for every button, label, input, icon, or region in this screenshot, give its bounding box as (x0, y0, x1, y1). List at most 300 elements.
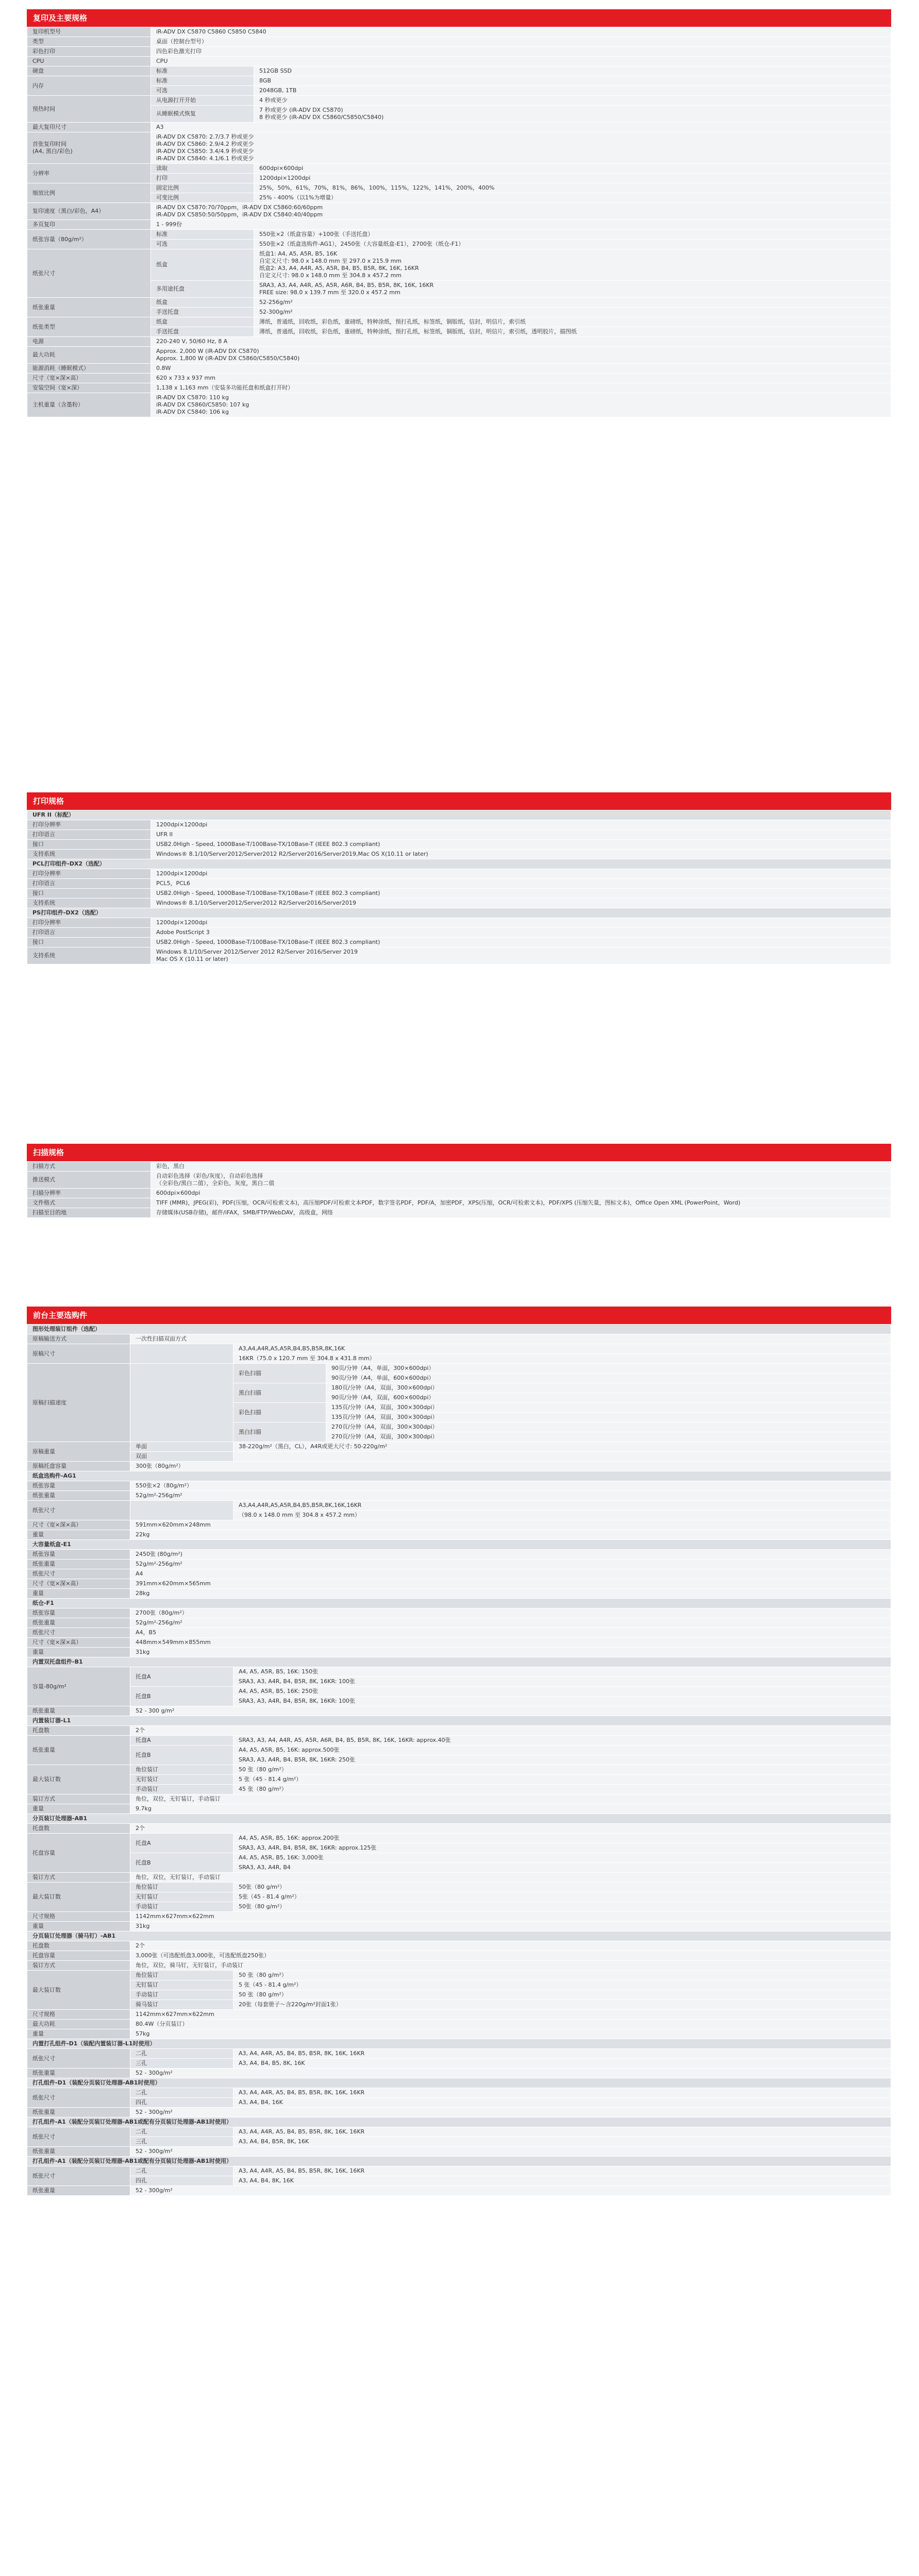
row-label: 最大装订数 (27, 1971, 130, 2010)
row-value: 2个 (130, 1726, 891, 1736)
table-row (27, 1971, 891, 1980)
row-label: CPU (27, 57, 151, 66)
subgroup-title: 纸仓-F1 (27, 1599, 891, 1608)
row-label: 接口 (27, 889, 151, 899)
row-sublabel: 托盘B (130, 1687, 233, 1706)
table-row (27, 918, 891, 928)
row-label: 原稿扫描速度 (27, 1364, 130, 1442)
subgroup-title: PS打印组件-DX2（选配） (27, 908, 891, 918)
row-label: 支持系统 (27, 947, 151, 964)
table-row (27, 2020, 891, 2029)
row-label: 最大装订数 (27, 1765, 130, 1794)
table-row (27, 1364, 891, 1374)
table-row (27, 820, 891, 830)
table-row (27, 1208, 891, 1218)
subgroup-row (27, 810, 891, 820)
table-row (27, 1589, 891, 1599)
row-label: 重量 (27, 1589, 130, 1599)
row-label: 纸张容量（80g/m²） (27, 230, 151, 249)
table-row (27, 2186, 891, 2196)
table-row (27, 2088, 891, 2098)
row-value: iR-ADV DX C5870: 2.7/3.7 秒或更少 iR-ADV DX C5860: 2.9/4.2 秒或更少 iR-ADV DX C5850: 3.4/4.9 秒或更少 iR-ADV DX C5840: 4.1/6.1 秒或更少 (151, 132, 891, 164)
row-value: A4, A5, A5R, B5, 16K: approx.500张 (233, 1745, 891, 1755)
row-label: 彩色打印 (27, 47, 151, 57)
row-value: A4, A5, A5R, B5, 16K: 250张 (233, 1687, 891, 1697)
section-header: 打印规格 (27, 792, 891, 810)
table-row (27, 2000, 891, 2010)
row-label: 重量 (27, 1530, 130, 1540)
row-label: 文件格式 (27, 1198, 151, 1208)
section-header: 复印及主要规格 (27, 9, 891, 27)
row-sublabel: 托盘A (130, 1834, 233, 1853)
row-label: 装订方式 (27, 1961, 130, 1971)
row-value: A3 (151, 123, 891, 132)
row-label: 纸张重量 (27, 2108, 130, 2117)
table-row (27, 164, 891, 174)
table-row (27, 27, 891, 37)
row-label: 纸张重量 (27, 1491, 130, 1501)
row-sublabel: 二孔 (130, 2166, 233, 2176)
table-row (27, 1765, 891, 1775)
row-value: 448mm×549mm×855mm (130, 1638, 891, 1648)
table-row (27, 1520, 891, 1530)
row-label: 纸张尺寸 (27, 2127, 130, 2147)
row-value: iR-ADV DX C5870 C5860 C5850 C5840 (151, 27, 891, 37)
row-sublabel: 双面 (130, 1452, 233, 1462)
row-value: 52-300g/m² (254, 308, 891, 317)
row-value: 4 秒或更少 (254, 96, 891, 106)
row-label: 装订方式 (27, 1873, 130, 1883)
row-value: 1142mm×627mm×622mm (130, 1912, 891, 1922)
row-sublabel: 二孔 (130, 2049, 233, 2059)
row-value: A3, A4, B4, B5, 8K, 16K (233, 2059, 891, 2069)
table-row (27, 1892, 891, 1902)
row-value: A3,A4,A4R,A5,A5R,B4,B5,B5R,8K,16K,16KR (233, 1501, 891, 1511)
row-value: 50张（80 g/m²） (233, 1902, 891, 1912)
table-row (27, 57, 891, 66)
row-label: 纸张重量 (27, 1706, 130, 1716)
scan-mode-label: 黑白扫描 (233, 1422, 326, 1442)
row-value: 2048GB, 1TB (254, 86, 891, 96)
table-row (27, 1736, 891, 1745)
row-label: 纸张容量 (27, 1608, 130, 1618)
row-value: 52-256g/m² (254, 298, 891, 308)
row-value: USB2.0High - Speed, 1000Base-T/100Base-TX/10Base-T (IEEE 802.3 compliant) (151, 938, 891, 947)
row-value: 31kg (130, 1648, 891, 1657)
row-label: 纸张尺寸 (27, 2088, 130, 2108)
row-value: A3, A4, B4, 16K (233, 2098, 891, 2108)
row-value: SRA3, A3, A4R, B4, B5R, 8K, 16KR: 100张 (233, 1697, 891, 1706)
table-row (27, 869, 891, 879)
table-row (27, 2029, 891, 2039)
table-row (27, 938, 891, 947)
subgroup-title: 打孔组件-D1（装配分页装订处理器-AB1时使用） (27, 2078, 891, 2088)
row-label: 尺寸（宽×深×高） (27, 374, 151, 383)
table-row (27, 96, 891, 106)
row-value: iR-ADV DX C5870: 110 kg iR-ADV DX C5860/C5850: 107 kg iR-ADV DX C5840: 106 kg (151, 393, 891, 417)
table-row (27, 1344, 891, 1354)
row-sublabel: 可选 (151, 86, 254, 96)
subgroup-title: 大容量纸盒-E1 (27, 1540, 891, 1550)
table-row (27, 1804, 891, 1814)
spec-table (27, 1324, 891, 2196)
subgroup-row (27, 2117, 891, 2127)
row-sublabel (130, 1344, 233, 1364)
table-row (27, 298, 891, 308)
row-value: 5 张（45 - 81.4 g/m²） (233, 1775, 891, 1785)
table-row (27, 1883, 891, 1892)
table-row (27, 2059, 891, 2069)
table-row (27, 123, 891, 132)
subgroup-title: 打孔组件-A1（装配分页装订处理器-AB1或配有分页装订处理器-AB1时使用） (27, 2157, 891, 2166)
row-sublabel: 标准 (151, 66, 254, 76)
table-row (27, 1873, 891, 1883)
row-sublabel: 可变比例 (151, 193, 254, 203)
row-value: 220-240 V, 50/60 Hz, 8 A (151, 337, 891, 347)
row-value: A4 (130, 1569, 891, 1579)
row-label: 容量-80g/m² (27, 1667, 130, 1706)
row-value: 2700张（80g/m²） (130, 1608, 891, 1618)
scan-mode-label: 黑白扫描 (233, 1383, 326, 1403)
row-value: A3,A4,A4R,A5,A5R,B4,B5,B5R,8K,16K (233, 1344, 891, 1354)
row-value: 1200dpi×1200dpi (254, 174, 891, 183)
row-label: 纸张尺寸 (27, 2166, 130, 2186)
row-value: A4, A5, A5R, B5, 16K: approx.200张 (233, 1834, 891, 1843)
table-row (27, 374, 891, 383)
row-label: 分辨率 (27, 164, 151, 183)
row-label: 类型 (27, 37, 151, 47)
row-sublabel: 标准 (151, 76, 254, 86)
row-label: 预热时间 (27, 96, 151, 123)
row-value: SRA3, A3, A4R, B4, B5R, 8K, 16KR: 100张 (233, 1677, 891, 1687)
row-value: 22kg (130, 1530, 891, 1540)
row-value: 一次性扫描双面方式 (130, 1334, 891, 1344)
row-value: UFR II (151, 830, 891, 840)
row-sublabel: 二孔 (130, 2088, 233, 2098)
table-row (27, 2176, 891, 2186)
row-value: CPU (151, 57, 891, 66)
table-row (27, 76, 891, 86)
row-sublabel: 四孔 (130, 2098, 233, 2108)
row-label: 最大功耗 (27, 2020, 130, 2029)
row-sublabel: 托盘B (130, 1853, 233, 1873)
table-row (27, 383, 891, 393)
row-value: USB2.0High - Speed, 1000Base-T/100Base-TX/10Base-T (IEEE 802.3 compliant) (151, 889, 891, 899)
row-value: 31kg (130, 1922, 891, 1931)
row-sublabel: 四孔 (130, 2176, 233, 2186)
row-value: A3, A4, B4, B5R, 8K, 16K (233, 2137, 891, 2147)
row-value: 存储媒体(USB存储)，邮件/iFAX，SMB/FTP/WebDAV，高级盒，网络 (151, 1208, 891, 1218)
row-value: 5张（45 - 81.4 g/m²） (233, 1892, 891, 1902)
row-label: 托盘数 (27, 1824, 130, 1834)
table-row (27, 1162, 891, 1172)
table-row (27, 47, 891, 57)
table-row (27, 174, 891, 183)
row-sublabel: 角位装订 (130, 1765, 233, 1775)
section-header: 扫描规格 (27, 1144, 891, 1161)
subgroup-title: 内置装订器-L1 (27, 1716, 891, 1726)
row-value: 52g/m²-256g/m² (130, 1491, 891, 1501)
table-row (27, 840, 891, 850)
row-value: 1200dpi×1200dpi (151, 918, 891, 928)
row-value: 四色彩色激光打印 (151, 47, 891, 57)
subgroup-row (27, 1325, 891, 1334)
row-label: 多页复印 (27, 220, 151, 230)
table-row (27, 249, 891, 281)
row-sublabel: 角位装订 (130, 1971, 233, 1980)
scan-mode-label: 彩色扫描 (233, 1403, 326, 1422)
row-value: 25% - 400%（以1%为增量） (254, 193, 891, 203)
scan-speed-value: 270页/分钟（A4，双面，300×300dpi） (326, 1432, 891, 1442)
table-row (27, 1560, 891, 1569)
row-sublabel: 固定比例 (151, 183, 254, 193)
table-row (27, 2098, 891, 2108)
row-value: 自动彩色选择（彩色/灰度），自动彩色选择 （全彩色/黑白二值），全彩色，灰度，黑白二值 (151, 1172, 891, 1189)
row-value: 9.7kg (130, 1804, 891, 1814)
row-label: 打印语言 (27, 879, 151, 889)
row-sublabel: 无钉装订 (130, 1980, 233, 1990)
row-value: A4, A5, A5R, B5, 16K: 150张 (233, 1667, 891, 1677)
table-row (27, 1687, 891, 1697)
table-row (27, 86, 891, 96)
subgroup-row (27, 2078, 891, 2088)
row-label: 原稿重量 (27, 1442, 130, 1462)
table-row (27, 1853, 891, 1863)
row-label: 重量 (27, 1922, 130, 1931)
row-sublabel: 打印 (151, 174, 254, 183)
row-label: 纸张重量 (27, 2069, 130, 2078)
row-value: 591mm×620mm×248mm (130, 1520, 891, 1530)
row-label: 托盘容量 (27, 1951, 130, 1961)
table-row (27, 2108, 891, 2117)
row-label: 推送模式 (27, 1172, 151, 1189)
scan-speed-value: 135页/分钟（A4，双面，300×300dpi） (326, 1403, 891, 1413)
row-label: 最大功耗 (27, 347, 151, 364)
row-value: iR-ADV DX C5870:70/70ppm，iR-ADV DX C5860:60/60ppm iR-ADV DX C5850:50/50ppm，iR-ADV DX C5840:40/40ppm (151, 203, 891, 220)
table-row (27, 1189, 891, 1198)
row-sublabel: 托盘B (130, 1745, 233, 1765)
row-value: USB2.0High - Speed, 1000Base-T/100Base-TX/10Base-T (IEEE 802.3 compliant) (151, 840, 891, 850)
table-row (27, 308, 891, 317)
subgroup-row (27, 908, 891, 918)
row-value: A4, A5, A5R, B5, 16K: 3,000张 (233, 1853, 891, 1863)
scan-speed-value: 180页/分钟（A4，双面，300×600dpi） (326, 1383, 891, 1393)
row-label: 尺寸（宽×深×高） (27, 1520, 130, 1530)
scan-speed-value: 90页/分钟（A4，单面，600×600dpi） (326, 1374, 891, 1383)
table-row (27, 337, 891, 347)
table-row (27, 899, 891, 908)
subgroup-title: 分页装订处理器（骑马钉）-AB1 (27, 1931, 891, 1941)
subgroup-row (27, 1716, 891, 1726)
row-label: 托盘容量 (27, 1834, 130, 1873)
row-value: 391mm×620mm×565mm (130, 1579, 891, 1589)
row-value: 28kg (130, 1589, 891, 1599)
table-row (27, 1961, 891, 1971)
row-value: 0.8W (151, 364, 891, 374)
row-label: 原稿尺寸 (27, 1344, 130, 1364)
subgroup-row (27, 1471, 891, 1481)
row-label: 最大复印尺寸 (27, 123, 151, 132)
row-label: 纸张尺寸 (27, 2049, 130, 2069)
row-sublabel: 手送托盘 (151, 327, 254, 337)
table-row (27, 66, 891, 76)
row-value: 2个 (130, 1941, 891, 1951)
row-sublabel: 单面 (130, 1442, 233, 1452)
row-value: 57kg (130, 2029, 891, 2039)
row-value: 7 秒或更少 (iR-ADV DX C5870) 8 秒或更少 (iR-ADV DX C5860/C5850/C5840) (254, 106, 891, 123)
table-row (27, 1726, 891, 1736)
row-value: Windows® 8.1/10/Server2012/Server2012 R2/Server2016/Server2019,Mac OS X(10.11 or later) (151, 850, 891, 859)
scan-speed-value: 270页/分钟（A4，双面，300×300dpi） (326, 1422, 891, 1432)
table-row (27, 879, 891, 889)
row-value: TIFF (MMR)，JPEG(彩)，PDF(压缩，OCR/可检索文本)，高压缩PDF/可检索文本PDF，数字签名PDF，PDF/A，加密PDF，XPS(压缩，OCR/可检索文本)，PDF/XPS (压缩矢量，图标文本)，Office Open XML (PowerPoint，Word) (151, 1198, 891, 1208)
row-label: 打印分辨率 (27, 918, 151, 928)
table-row (27, 1608, 891, 1618)
section-options (27, 1307, 891, 2196)
subgroup-title: UFR II（标配） (27, 810, 891, 820)
row-label: 纸张重量 (27, 2147, 130, 2157)
row-sublabel: 标准 (151, 230, 254, 240)
table-row (27, 1638, 891, 1648)
row-value: Adobe PostScript 3 (151, 928, 891, 938)
scan-speed-value: 135页/分钟（A4，双面，300×300dpi） (326, 1413, 891, 1422)
section-copy-specs (27, 9, 891, 417)
row-label: 打印分辨率 (27, 820, 151, 830)
row-label: 纸张容量 (27, 1550, 130, 1560)
row-label: 纸张重量 (27, 298, 151, 317)
row-label: 主机重量（含墨粉） (27, 393, 151, 417)
row-label: 尺寸（宽×深×高） (27, 1638, 130, 1648)
row-value: 薄纸，普通纸，回收纸，彩色纸，重磅纸，特种涂纸，预打孔纸，标签纸，铜版纸，信封，明信片，索引纸 (254, 317, 891, 327)
table-row (27, 347, 891, 364)
table-row (27, 317, 891, 327)
row-label: 安装空间（宽×深） (27, 383, 151, 393)
table-row (27, 1198, 891, 1208)
subgroup-row (27, 1657, 891, 1667)
row-value: A4，B5 (130, 1628, 891, 1638)
row-label: 纸张重量 (27, 2186, 130, 2196)
table-row (27, 889, 891, 899)
row-label: 接口 (27, 938, 151, 947)
table-row (27, 1628, 891, 1638)
table-row (27, 1912, 891, 1922)
row-label: 装订方式 (27, 1794, 130, 1804)
table-row (27, 1491, 891, 1501)
row-label: 扫描方式 (27, 1162, 151, 1172)
row-sublabel-empty (130, 1364, 233, 1442)
row-value: 1200dpi×1200dpi (151, 820, 891, 830)
row-sublabel: 二孔 (130, 2127, 233, 2137)
row-label: 尺寸（宽×深×高） (27, 1579, 130, 1589)
section-print-specs (27, 792, 891, 964)
table-row (27, 2127, 891, 2137)
subgroup-title: PCL打印组件-DX2（选配） (27, 859, 891, 869)
table-row (27, 1579, 891, 1589)
row-label: 纸张尺寸 (27, 1569, 130, 1579)
row-value: PCL5，PCL6 (151, 879, 891, 889)
row-sublabel: 读取 (151, 164, 254, 174)
row-value: 620 x 733 x 937 mm (151, 374, 891, 383)
row-value: （98.0 x 148.0 mm 至 304.8 x 457.2 mm） (233, 1511, 891, 1520)
table-row (27, 830, 891, 840)
table-row (27, 1824, 891, 1834)
row-sublabel: 从电源打开开始 (151, 96, 254, 106)
subgroup-title: 分页装订处理器-AB1 (27, 1814, 891, 1824)
subgroup-row (27, 1814, 891, 1824)
row-value: 薄纸，普通纸，回收纸，彩色纸，重磅纸，特种涂纸，预打孔纸，标签纸，铜版纸，信封，明信片，索引纸，透明胶片，描图纸 (254, 327, 891, 337)
row-value: 50 张（80 g/m²） (233, 1990, 891, 2000)
table-row (27, 1941, 891, 1951)
table-row (27, 281, 891, 298)
row-sublabel: 纸盒 (151, 298, 254, 308)
row-label: 托盘数 (27, 1941, 130, 1951)
row-sublabel: 三孔 (130, 2059, 233, 2069)
subgroup-title: 图形处理装订组件（选配） (27, 1325, 891, 1334)
row-sublabel: 纸盒 (151, 249, 254, 281)
table-row (27, 1648, 891, 1657)
table-row (27, 1706, 891, 1716)
table-row (27, 106, 891, 123)
table-row (27, 1902, 891, 1912)
row-label: 纸张容量 (27, 1481, 130, 1491)
row-label: 原稿托盘容量 (27, 1462, 130, 1471)
row-value: 50 张（80 g/m²） (233, 1765, 891, 1775)
table-row (27, 203, 891, 220)
row-sublabel: 纸盒 (151, 317, 254, 327)
row-value: 1142mm×627mm×622mm (130, 2010, 891, 2020)
table-row (27, 1334, 891, 1344)
row-label: 首张复印时间 (A4, 黑白/彩色) (27, 132, 151, 164)
row-value: 550张×2（纸盒选购件-AG1），2450张（大容量纸盒-E1），2700张（纸仓-F1） (254, 240, 891, 249)
table-row (27, 1951, 891, 1961)
row-sublabel: 角位装订 (130, 1883, 233, 1892)
row-value: 3,000张（可选配纸盘3,000张，可选配纸盘250张） (130, 1951, 891, 1961)
row-sublabel: 托盘A (130, 1736, 233, 1745)
row-value: Windows 8.1/10/Server 2012/Server 2012 R2/Server 2016/Server 2019 Mac OS X (10.11 or later) (151, 947, 891, 964)
section-header: 前台主要选购件 (27, 1307, 891, 1324)
row-sublabel: 手动装订 (130, 1990, 233, 2000)
table-row (27, 1834, 891, 1843)
row-label: 纸张重量 (27, 1560, 130, 1569)
row-value: 38-220g/m²（黑白，CL），A4R或更大尺寸: 50-220g/m² (233, 1442, 891, 1452)
table-row (27, 2147, 891, 2157)
row-value: Approx. 2,000 W (iR-ADV DX C5870) Approx. 1,800 W (iR-ADV DX C5860/C5850/C5840) (151, 347, 891, 364)
row-label: 纸张重量 (27, 1618, 130, 1628)
row-label: 扫描至目的地 (27, 1208, 151, 1218)
table-row (27, 1785, 891, 1794)
row-label: 重量 (27, 1648, 130, 1657)
subgroup-title: 内置打孔组件-D1（装配内置装订器-L1时使用） (27, 2039, 891, 2049)
table-row (27, 1462, 891, 1471)
table-row (27, 132, 891, 164)
row-label: 纸张尺寸 (27, 1628, 130, 1638)
row-value: 300张（80g/m²） (130, 1462, 891, 1471)
row-value: 50 张（80 g/m²） (233, 1971, 891, 1980)
row-value: 2450张 (80g/m²) (130, 1550, 891, 1560)
subgroup-row (27, 1931, 891, 1941)
table-row (27, 2137, 891, 2147)
row-sublabel: 托盘A (130, 1667, 233, 1687)
table-row (27, 1442, 891, 1452)
row-label: 接口 (27, 840, 151, 850)
table-row (27, 230, 891, 240)
table-row (27, 1172, 891, 1189)
row-value: SRA3, A3, A4, A4R, A5, A5R, A6R, B4, B5, B5R, 8K, 16K, 16KR: approx.40张 (233, 1736, 891, 1745)
row-sublabel: 手动装订 (130, 1902, 233, 1912)
table-row (27, 2166, 891, 2176)
row-value: A3, A4, A4R, A5, B4, B5, B5R, 8K, 16K, 16KR (233, 2049, 891, 2059)
row-sublabel: 手送托盘 (151, 308, 254, 317)
